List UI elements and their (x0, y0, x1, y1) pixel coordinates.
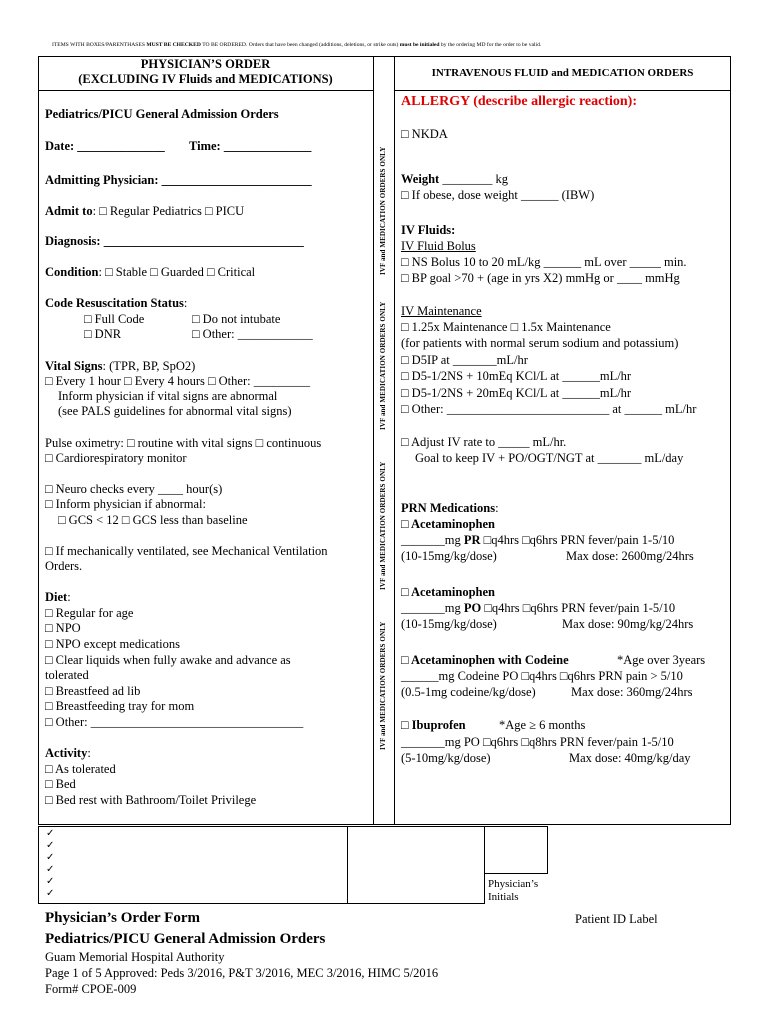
colon: : (67, 590, 71, 604)
frame-left (38, 56, 39, 825)
ibuprofen-dose[interactable]: _______mg PO □q6hrs □q8hrs PRN fever/pain 1-5/10 (401, 735, 674, 749)
initials-box[interactable] (485, 826, 548, 874)
header-rule-right (394, 90, 731, 91)
obese-weight-checkbox[interactable]: □ If obese, dose weight ______ (IBW) (401, 188, 595, 202)
weight-field[interactable] (401, 172, 508, 187)
d5-20meq-checkbox[interactable]: □ D5-1/2NS + 20mEq KCl/L at ______mL/hr (401, 386, 632, 400)
ibuprofen-checkbox[interactable]: □ Ibuprofen (401, 718, 466, 732)
iv-maintenance-heading: IV Maintenance (401, 304, 482, 318)
codeine-dose[interactable]: ______mg Codeine PO □q4hrs □q6hrs PRN pain > 5/10 (401, 669, 683, 683)
maintenance-rate-options[interactable]: □ 1.25x Maintenance □ 1.5x Maintenance (401, 320, 611, 334)
acetaminophen-pr-range: (10-15mg/kg/dose) (401, 549, 497, 563)
patient-id-label: Patient ID Label (575, 912, 658, 926)
checkmark-icon: ✓ (46, 852, 55, 863)
bp-goal-checkbox[interactable]: □ BP goal >70 + (age in yrs X2) mmHg or ____ mmHg (401, 271, 680, 285)
diet-item[interactable]: □ NPO (45, 621, 81, 635)
header-rule-left (38, 90, 373, 91)
vital-signs-detail: : (TPR, BP, SpO2) (102, 359, 196, 373)
acetaminophen-pr-checkbox[interactable]: □ Acetaminophen (401, 517, 496, 531)
notice-bold: must be initialed (399, 42, 440, 48)
form-title: Physician’s Order Form (45, 910, 200, 926)
acetaminophen-po-range: (10-15mg/kg/dose) (401, 617, 497, 631)
gcs-options[interactable]: □ GCS < 12 □ GCS less than baseline (58, 513, 248, 527)
diet-item[interactable]: □ Breastfeeding tray for mom (45, 699, 195, 713)
admit-to-label: Admit to (45, 204, 93, 218)
side-label: IVF and MEDICATION ORDERS ONLY (379, 301, 387, 430)
adjust-iv-checkbox[interactable]: □ Adjust IV rate to _____ mL/hr. (401, 435, 567, 449)
activity-item[interactable]: □ As tolerated (45, 762, 116, 776)
form-number: Form# CPOE-009 (45, 982, 137, 996)
acetaminophen-po-dose[interactable] (401, 601, 675, 616)
weight-input[interactable]: ________ kg (439, 172, 508, 186)
admitting-physician-field[interactable]: Admitting Physician: ________________________ (45, 173, 312, 187)
divider-left (373, 56, 374, 825)
mech-vent-text: Orders. (45, 559, 83, 573)
diagnosis-field[interactable]: Diagnosis: ________________________________ (45, 234, 304, 248)
divider-right (394, 56, 395, 825)
left-header-line2: (EXCLUDING IV Fluids and MEDICATIONS) (78, 72, 333, 86)
code-full-checkbox[interactable]: □ Full Code (84, 312, 145, 326)
maintenance-note: (for patients with normal serum sodium and potassium) (401, 336, 679, 350)
dose-blank[interactable]: _______mg (401, 533, 464, 547)
side-label: IVF and MEDICATION ORDERS ONLY (379, 146, 387, 275)
side-label: IVF and MEDICATION ORDERS ONLY (379, 461, 387, 590)
iv-fluids-heading: IV Fluids: (401, 223, 456, 237)
checkmark-icon: ✓ (46, 828, 55, 839)
colon: : (183, 296, 188, 310)
diet-item[interactable]: □ Regular for age (45, 606, 134, 620)
frequency-options[interactable]: □q4hrs □q6hrs PRN fever/pain 1-5/10 (481, 601, 676, 615)
diet-item[interactable]: □ Breastfeed ad lib (45, 684, 141, 698)
vitals-frequency-options[interactable]: □ Every 1 hour □ Every 4 hours □ Other: _________ (45, 374, 310, 388)
acetaminophen-pr-dose[interactable] (401, 533, 674, 548)
diet-item-continued: tolerated (45, 668, 89, 682)
colon: : (87, 746, 91, 760)
frame-right (730, 56, 731, 825)
d5ip-checkbox[interactable]: □ D5IP at _______mL/hr (401, 353, 528, 367)
adjust-iv-goal[interactable]: Goal to keep IV + PO/OGT/NGT at _______ mL/day (415, 451, 684, 465)
acetaminophen-codeine-checkbox[interactable]: □ Acetaminophen with Codeine (401, 653, 569, 667)
other-fluid-checkbox[interactable]: □ Other: __________________________ at ______ mL/hr (401, 402, 697, 416)
initials-label-line1: Physician’s (488, 878, 539, 890)
ibuprofen-range: (5-10mg/kg/dose) (401, 751, 491, 765)
route-label: PO (463, 601, 482, 615)
neuro-inform-checkbox[interactable]: □ Inform physician if abnormal: (45, 497, 206, 511)
admit-to-options[interactable]: : □ Regular Pediatrics □ PICU (92, 204, 245, 218)
initials-label-line2: Initials (488, 891, 519, 903)
prn-heading (401, 501, 499, 516)
allergy-heading: ALLERGY (describe allergic reaction): (401, 94, 638, 109)
code-other-checkbox[interactable]: □ Other: ____________ (192, 327, 313, 341)
notice-text: TO BE ORDERED. Orders that have been changed (additions, deletions, or strike outs) (200, 42, 400, 48)
admit-to-row[interactable] (45, 204, 244, 219)
iv-bolus-heading: IV Fluid Bolus (401, 239, 476, 253)
code-status-heading (45, 296, 187, 311)
notice-bold: MUST BE CHECKED (146, 42, 201, 48)
pulse-ox-options[interactable]: Pulse oximetry: □ routine with vital signs □ continuous (45, 436, 322, 450)
frequency-options[interactable]: □q4hrs □q6hrs PRN fever/pain 1-5/10 (480, 533, 675, 547)
weight-label: Weight (401, 172, 440, 186)
code-dni-checkbox[interactable]: □ Do not intubate (192, 312, 281, 326)
mech-vent-checkbox[interactable]: □ If mechanically ventilated, see Mechanical Ventilation (45, 544, 328, 558)
codeine-age-note: *Age over 3years (617, 653, 706, 667)
codeine-max: Max dose: 360mg/24hrs (571, 685, 693, 699)
activity-heading (45, 746, 91, 761)
vitals-pals-text: (see PALS guidelines for abnormal vital signs) (58, 404, 292, 418)
colon: : (495, 501, 499, 515)
form-subtitle: Pediatrics/PICU General Admission Orders (45, 931, 326, 947)
checkmark-icon: ✓ (46, 864, 55, 875)
page-title: Pediatrics/PICU General Admission Orders (45, 107, 279, 121)
diet-item[interactable]: □ NPO except medications (45, 637, 180, 651)
frame-bottom (38, 824, 731, 825)
notice-text: ITEMS WITH BOXES/PARENTHASES (52, 42, 147, 48)
notice-text: by the ordering MD for the order to be valid. (439, 42, 542, 48)
dose-blank[interactable]: _______mg (401, 601, 464, 615)
checkmark-icon: ✓ (46, 876, 55, 887)
time-field[interactable]: Time: ______________ (189, 139, 312, 153)
checkmark-icon: ✓ (46, 888, 55, 899)
vitals-inform-text: Inform physician if vital signs are abnormal (58, 389, 278, 403)
diet-item[interactable]: □ Clear liquids when fully awake and advance as (45, 653, 291, 667)
left-header-line1: PHYSICIAN’S ORDER (140, 57, 271, 71)
acetaminophen-po-max: Max dose: 90mg/kg/24hrs (562, 617, 694, 631)
d5-10meq-checkbox[interactable]: □ D5-1/2NS + 10mEq KCl/L at ______mL/hr (401, 369, 632, 383)
condition-options[interactable]: : □ Stable □ Guarded □ Critical (98, 265, 256, 279)
vital-signs-label: Vital Signs (45, 359, 103, 373)
activity-item[interactable]: □ Bed (45, 777, 76, 791)
cardio-monitor-checkbox[interactable]: □ Cardiorespiratory monitor (45, 451, 187, 465)
code-status-label: Code Resuscitation Status (45, 296, 184, 310)
checklist-box[interactable] (38, 826, 348, 904)
code-dnr-checkbox[interactable]: □ DNR (84, 327, 122, 341)
page-approval: Page 1 of 5 Approved: Peds 3/2016, P&T 3/2016, MEC 3/2016, HIMC 5/2016 (45, 966, 439, 980)
side-label: IVF and MEDICATION ORDERS ONLY (379, 621, 387, 750)
activity-item[interactable]: □ Bed rest with Bathroom/Toilet Privilege (45, 793, 257, 807)
prn-label: PRN Medications (401, 501, 496, 515)
acetaminophen-po-checkbox[interactable]: □ Acetaminophen (401, 585, 496, 599)
codeine-range: (0.5-1mg codeine/kg/dose) (401, 685, 536, 699)
diet-item[interactable]: □ Other: __________________________________ (45, 715, 304, 729)
ns-bolus-checkbox[interactable]: □ NS Bolus 10 to 20 mL/kg ______ mL over _____ min. (401, 255, 687, 269)
checkmark-icon: ✓ (46, 840, 55, 851)
activity-label: Activity (45, 746, 88, 760)
neuro-checks-checkbox[interactable]: □ Neuro checks every ____ hour(s) (45, 482, 223, 496)
route-label: PR (463, 533, 481, 547)
notes-box[interactable] (348, 826, 485, 904)
ibuprofen-max: Max dose: 40mg/kg/day (569, 751, 691, 765)
condition-row[interactable] (45, 265, 255, 280)
vital-signs-heading (45, 359, 195, 374)
right-header: INTRAVENOUS FLUID and MEDICATION ORDERS (431, 67, 694, 79)
diet-label: Diet (45, 590, 68, 604)
ibuprofen-age-note: *Age ≥ 6 months (499, 718, 586, 732)
organization: Guam Memorial Hospital Authority (45, 950, 225, 964)
date-field[interactable]: Date: ______________ (45, 139, 165, 153)
acetaminophen-pr-max: Max dose: 2600mg/24hrs (566, 549, 694, 563)
nkda-checkbox[interactable]: □ NKDA (401, 127, 448, 141)
diet-heading (45, 590, 71, 605)
order-notice (52, 42, 541, 49)
condition-label: Condition (45, 265, 99, 279)
